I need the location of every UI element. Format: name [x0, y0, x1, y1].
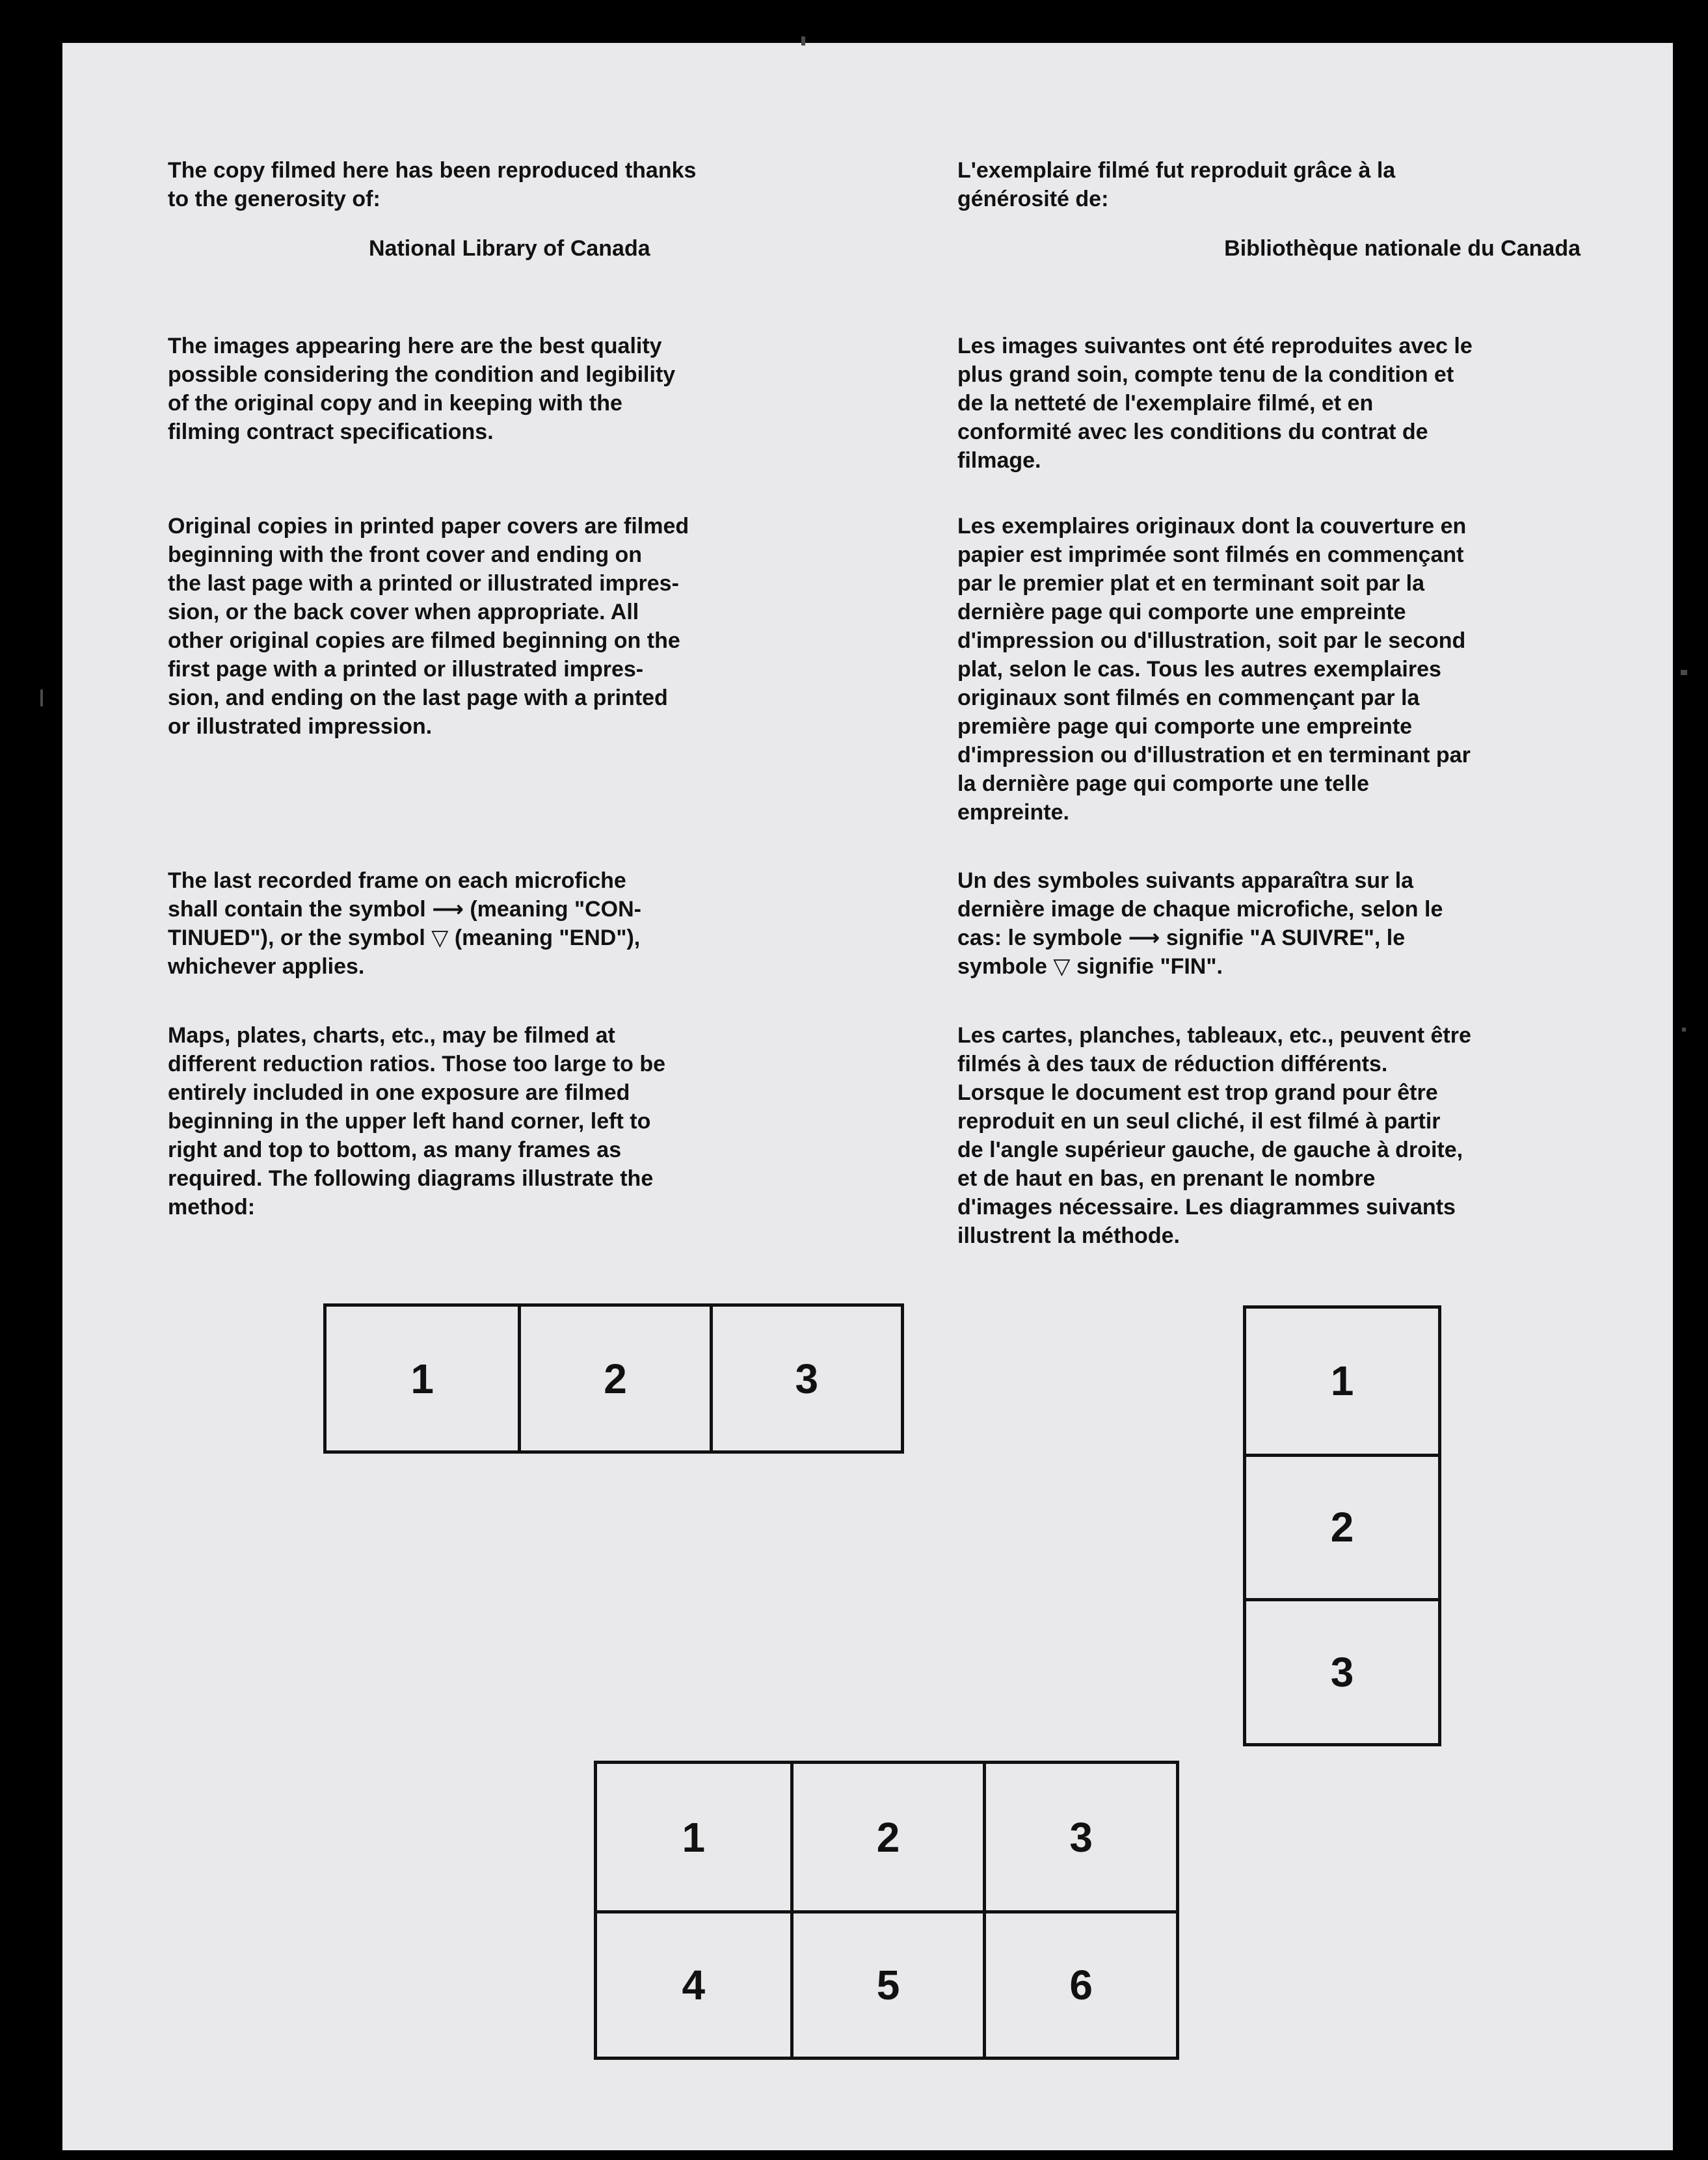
left-covers-text: Original copies in printed paper covers are filmed beginning with the front cover and ending on the last page with a printed or illustrated impres- sion, or the back cover when appropriate. All other original copies are filmed beginning on the first page with a printed or illustrated impres- sion, and ending on the last page with a printed or illustrated impression. [168, 514, 689, 739]
frame-cell: 3 [1246, 1598, 1438, 1743]
scan-artifact [40, 689, 43, 706]
frame-cell: 1 [410, 1355, 434, 1402]
left-quality-text: The images appearing here are the best quality possible considering the condition and legibility of the original copy and in keeping with the filming contract specifications. [168, 334, 676, 444]
frame-cell: 1 [682, 1813, 706, 1861]
scan-artifact [1681, 670, 1687, 675]
right-intro-text: L'exemplaire filmé fut reproduit grâce à la générosité de: [957, 158, 1396, 211]
left-institution-name: National Library of Canada [369, 236, 650, 261]
frame-cell: 3 [983, 1764, 1176, 1910]
frame-cell: 2 [518, 1307, 709, 1450]
left-maps-text: Maps, plates, charts, etc., may be filmed at different reduction ratios. Those too large to be entirely included in one exposure are filmed beginning in the upper left hand corner, left to right and top to bottom, as many frames as required. The following diagrams illustrate the method: [168, 1023, 666, 1220]
frame-cell: 6 [983, 1910, 1176, 2057]
frame-cell: 4 [597, 1910, 790, 2057]
right-institution-name: Bibliothèque nationale du Canada [1224, 236, 1581, 261]
left-symbols-text: The last recorded frame on each microfiche shall contain the symbol ⟶ (meaning "CON- TINUED"), or the symbol ▽ (meaning "END"), whichever applies. [168, 868, 641, 979]
scan-artifact [1682, 1028, 1686, 1032]
vertical-frame-diagram [1243, 1305, 1441, 1746]
grid-frame-diagram [594, 1761, 1179, 2060]
left-intro-text: The copy filmed here has been reproduced thanks to the generosity of: [168, 158, 697, 211]
right-quality-text: Les images suivantes ont été reproduites avec le plus grand soin, compte tenu de la condition et de la netteté de l'exemplaire filmé, et en conformité avec les conditions du contrat de filmage. [957, 334, 1473, 473]
right-maps-text: Les cartes, planches, tableaux, etc., peuvent être filmés à des taux de réduction différents. Lorsque le document est trop grand pour être reproduit en un seul cliché, il est filmé à partir de l'angle supérieur gauche, de gauche à droite, et de haut en bas, en prenant le nombre d'images nécessaire. Les diagrammes suivants illustrent la méthode. [957, 1023, 1471, 1248]
frame-cell: 2 [1246, 1454, 1438, 1599]
right-covers-text: Les exemplaires originaux dont la couverture en papier est imprimée sont filmés en commençant par le premier plat et en terminant soit par la dernière page qui comporte une empreinte d'impression ou d'illustration, soit par le second plat, selon le cas. Tous les autres exemplaires originaux sont filmés en commençant par la première page qui comporte une empreinte d'impression ou d'illustration et en terminant par la dernière page qui comporte une telle empreinte. [957, 514, 1471, 825]
frame-cell: 3 [710, 1307, 901, 1450]
right-symbols-text: Un des symboles suivants apparaîtra sur la dernière image de chaque microfiche, selon le cas: le symbole ⟶ signifie "A SUIVRE", le symbole ▽ signifie "FIN". [957, 868, 1443, 979]
frame-cell: 5 [790, 1910, 983, 2057]
frame-cell: 1 [1330, 1357, 1354, 1405]
frame-cell: 2 [790, 1764, 983, 1910]
horizontal-frame-diagram [323, 1303, 904, 1454]
scan-artifact [801, 36, 805, 46]
